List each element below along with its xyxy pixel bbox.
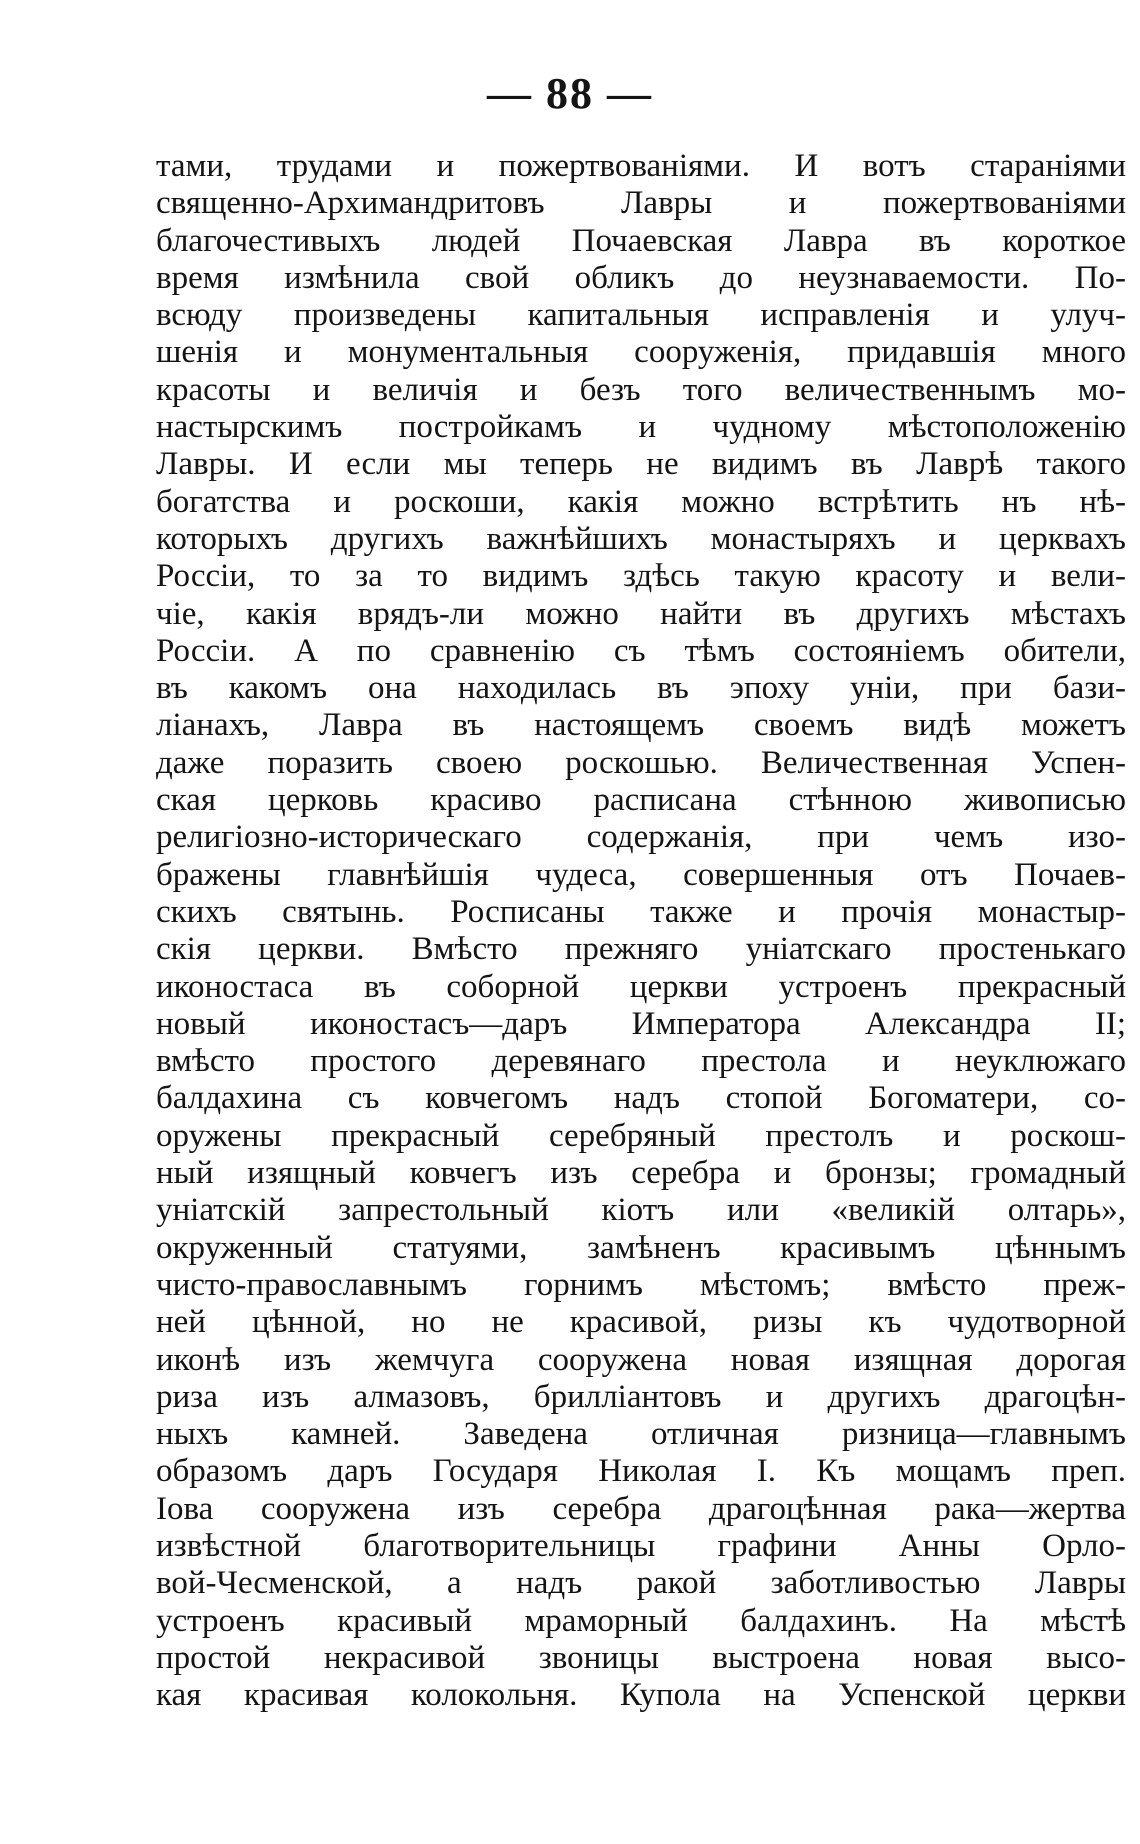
text-line: благочестивыхъ людей Почаевская Лавра въ короткое xyxy=(156,222,1126,259)
text-line: иконѣ изъ жемчуга сооружена новая изящная дорогая xyxy=(156,1341,1126,1378)
text-line: всюду произведены капитальныя исправленія и улуч- xyxy=(156,297,1126,334)
text-line: уніатскій запрестольный кіотъ или «великій олтарь», xyxy=(156,1192,1126,1229)
text-line: Лавры. И если мы теперь не видимъ въ Лаврѣ такого xyxy=(156,446,1126,483)
text-line: вмѣсто простого деревянаго престола и неуклюжаго xyxy=(156,1043,1126,1080)
text-line: извѣстной благотворительницы графини Анны Орло- xyxy=(156,1527,1126,1564)
text-line: устроенъ красивый мраморный балдахинъ. На мѣстѣ xyxy=(156,1602,1126,1639)
text-line: окруженный статуями, замѣненъ красивымъ цѣннымъ xyxy=(156,1229,1126,1266)
text-line: балдахина съ ковчегомъ надъ стопой Богоматери, со- xyxy=(156,1080,1126,1117)
text-line: вой-Чесменской, а надъ ракой заботливостью Лавры xyxy=(156,1565,1126,1602)
text-line: время измѣнила свой обликъ до неузнаваемости. По- xyxy=(156,259,1126,296)
text-line: шенія и монументальныя сооруженія, придавшія много xyxy=(156,334,1126,371)
text-line: простой некрасивой звоницы выстроена новая высо- xyxy=(156,1639,1126,1676)
text-line: иконостаса въ соборной церкви устроенъ прекрасный xyxy=(156,968,1126,1005)
body-text xyxy=(156,148,1126,1714)
text-line: въ какомъ она находилась въ эпоху уніи, при бази- xyxy=(156,670,1126,707)
text-line: образомъ даръ Государя Николая I. Къ мощамъ преп. xyxy=(156,1453,1126,1490)
text-line: ныхъ камней. Заведена отличная ризница—главнымъ xyxy=(156,1416,1126,1453)
text-line: ный изящный ковчегъ изъ серебра и бронзы; громадный xyxy=(156,1155,1126,1192)
text-line: бражены главнѣйшія чудеса, совершенныя отъ Почаев- xyxy=(156,856,1126,893)
page-number: — 88 — xyxy=(487,69,653,118)
text-line: ней цѣнной, но не красивой, ризы къ чудотворной xyxy=(156,1304,1126,1341)
text-line: богатства и роскоши, какія можно встрѣтить нъ нѣ- xyxy=(156,483,1126,520)
text-line: скія церкви. Вмѣсто прежняго уніатскаго простенькаго xyxy=(156,931,1126,968)
text-line: чіе, какія врядъ-ли можно найти въ другихъ мѣстахъ xyxy=(156,595,1126,632)
text-line: Россіи. А по сравненію съ тѣмъ состояніемъ обители, xyxy=(156,632,1126,669)
text-line: ская церковь красиво расписана стѣнною живописью xyxy=(156,782,1126,819)
text-line: скихъ святынь. Росписаны также и прочія монастыр- xyxy=(156,893,1126,930)
text-line: риза изъ алмазовъ, бриллiантовъ и другихъ драгоцѣн- xyxy=(156,1378,1126,1415)
text-line: настырскимъ постройкамъ и чудному мѣстоположенію xyxy=(156,409,1126,446)
text-line: тами, трудами и пожертвованіями. И вотъ стараніями xyxy=(156,148,1126,184)
text-line: священно-Архимандритовъ Лавры и пожертвованіями xyxy=(156,185,1126,222)
text-line: ліанахъ, Лавра въ настоящемъ своемъ видѣ можетъ xyxy=(156,707,1126,744)
text-line: чисто-православнымъ горнимъ мѣстомъ; вмѣсто преж- xyxy=(156,1266,1126,1303)
text-line: которыхъ другихъ важнѣйшихъ монастыряхъ и церквахъ xyxy=(156,520,1126,557)
text-line: Іова сооружена изъ серебра драгоцѣнная рака—жертва xyxy=(156,1490,1126,1527)
text-line: красоты и величія и безъ того величественнымъ мо- xyxy=(156,371,1126,408)
text-line: религіозно-историческаго содержанія, при чемъ изо- xyxy=(156,819,1126,856)
text-line: Россіи, то за то видимъ здѣсь такую красоту и вели- xyxy=(156,558,1126,595)
text-line: даже поразить своею роскошью. Величественная Успен- xyxy=(156,744,1126,781)
text-line: оружены прекрасный серебряный престолъ и роскош- xyxy=(156,1117,1126,1154)
text-line: новый иконостасъ—даръ Императора Александра II; xyxy=(156,1005,1126,1042)
text-line: кая красивая колокольня. Купола на Успенской церкви xyxy=(156,1677,1126,1714)
